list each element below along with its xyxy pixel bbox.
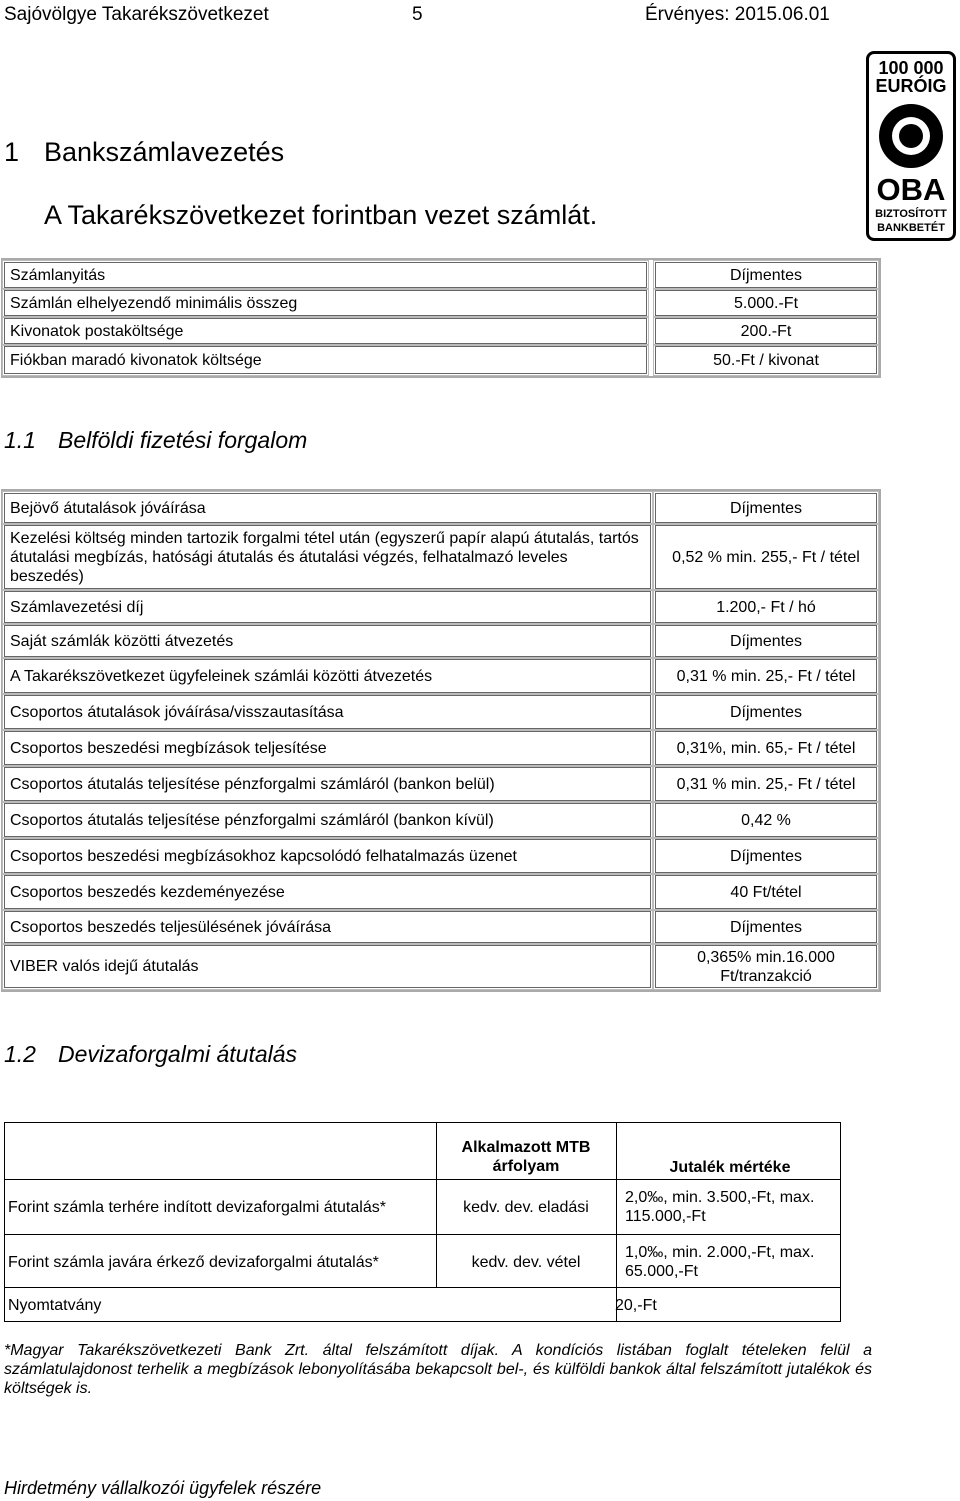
fee-value: 0,42 % <box>655 803 877 837</box>
fx-row-label: Forint számla javára érkező devizaforgalmi átutalás* <box>8 1254 379 1271</box>
fx-row-rate: kedv. dev. eladási <box>463 1199 589 1216</box>
fee-label: Csoportos átutalás teljesítése pénzforgalmi számláról (bankon belül) <box>4 767 651 801</box>
fee-value: Díjmentes <box>655 262 877 288</box>
fee-label: Csoportos beszedés kezdeményezése <box>4 875 651 909</box>
section-1-2-number: 1.2 <box>4 1041 36 1067</box>
section-1-2-heading <box>4 1041 297 1068</box>
fee-value: 0,52 % min. 255,- Ft / tétel <box>655 525 877 589</box>
fee-label: Kivonatok postaköltsége <box>4 318 647 344</box>
fee-label: A Takarékszövetkezet ügyfeleinek számlái közötti átvezetés <box>4 659 651 693</box>
fee-label: Számlanyitás <box>4 262 647 288</box>
fee-value: 0,31 % min. 25,- Ft / tétel <box>655 659 877 693</box>
fx-row-fee: 1,0‰, min. 2.000,-Ft, max. 65.000,-Ft <box>625 1244 815 1280</box>
fee-value: 1.200,- Ft / hó <box>655 591 877 623</box>
fee-value: 40 Ft/tétel <box>655 875 877 909</box>
fee-label: Saját számlák közötti átvezetés <box>4 625 651 657</box>
fx-row-label: Forint számla terhére indított devizaforgalmi átutalás* <box>8 1199 386 1216</box>
fee-value: Díjmentes <box>655 839 877 873</box>
fee-value: 5.000.-Ft <box>655 290 877 316</box>
fee-label: Fiókban maradó kivonatok költsége <box>4 346 647 374</box>
fee-value: 50.-Ft / kivonat <box>655 346 877 374</box>
fee-label: Számlavezetési díj <box>4 591 651 623</box>
fx-col-header-fee: Jutalék mértéke <box>669 1159 791 1176</box>
section-1-title: Bankszámlavezetés <box>44 137 285 167</box>
oba-deposit-insurance-logo <box>866 51 956 241</box>
footer-note: Hirdetmény vállalkozói ügyfelek részére <box>4 1478 322 1498</box>
fee-label: Csoportos átutalás teljesítése pénzforgalmi számláról (bankon kívül) <box>4 803 651 837</box>
fee-label: Csoportos beszedés teljesülésének jóváírása <box>4 911 651 943</box>
fx-row-rate: kedv. dev. vétel <box>471 1254 581 1271</box>
fee-value: 200.-Ft <box>655 318 877 344</box>
section-1-2-title: Devizaforgalmi átutalás <box>58 1041 298 1067</box>
section-1-1-number: 1.1 <box>4 427 36 453</box>
fee-label: VIBER valós idejű átutalás <box>4 945 651 988</box>
fx-row-label: Nyomtatvány <box>8 1297 102 1314</box>
section-1-1-title: Belföldi fizetési forgalom <box>58 427 308 453</box>
fee-value: Díjmentes <box>655 493 877 523</box>
fee-value: 0,365% min.16.000 Ft/tranzakció <box>655 945 877 988</box>
section-1-subtitle: A Takarékszövetkezet forintban vezet számlát. <box>44 200 598 230</box>
fee-value: Díjmentes <box>655 625 877 657</box>
fee-label: Számlán elhelyezendő minimális összeg <box>4 290 647 316</box>
section-1-number: 1 <box>4 137 20 167</box>
logo-brand: OBA <box>876 172 946 207</box>
fee-label: Csoportos beszedési megbízásokhoz kapcsolódó felhatalmazás üzenet <box>4 839 651 873</box>
logo-line3: BIZTOSÍTOTT <box>875 208 947 220</box>
fee-value: 0,31%, min. 65,- Ft / tétel <box>655 731 877 765</box>
header-page-number: 5 <box>412 4 423 25</box>
fx-row-fee: 2,0‰, min. 3.500,-Ft, max. 115.000,-Ft <box>625 1189 815 1225</box>
fee-value: Díjmentes <box>655 911 877 943</box>
footnote: *Magyar Takarékszövetkezeti Bank Zrt. által felszámított díjak. A kondíciós listában foglalt tételeken felül a számlatulajdonost terhelik a megbízások lebonyolításába bekapcsolt bel-, és külföldi bankok által felszámított jutalékok és költségek is. <box>4 1342 872 1397</box>
header-validity-date: Érvényes: 2015.06.01 <box>645 4 830 25</box>
fee-label: Kezelési költség minden tartozik forgalmi tétel után (egyszerű papír alapú átutalás, tartós átutalási megbízás, hatósági átutalás és átutalási végzés, felhatalmazó leveles beszedés) <box>4 525 651 589</box>
fee-value: Díjmentes <box>655 695 877 729</box>
fee-value: 0,31 % min. 25,- Ft / tétel <box>655 767 877 801</box>
logo-line1: 100 000 <box>878 58 944 78</box>
oba-logo-graphic <box>869 54 953 238</box>
fee-label: Csoportos átutalások jóváírása/visszautasítása <box>4 695 651 729</box>
fee-label: Csoportos beszedési megbízások teljesítése <box>4 731 651 765</box>
logo-line4: BANKBETÉT <box>877 222 945 234</box>
fx-transfer-table <box>4 1122 841 1322</box>
logo-line2: EURÓIG <box>875 76 947 96</box>
section-1-heading <box>4 137 284 168</box>
section-1-1-heading <box>4 427 307 454</box>
fx-row-fee: 20,-Ft <box>615 1297 657 1314</box>
fx-col-header-rate: Alkalmazott MTB árfolyam <box>461 1139 591 1175</box>
fee-label: Bejövő átutalások jóváírása <box>4 493 651 523</box>
header-org-name: Sajóvölgye Takarékszövetkezet <box>4 4 269 25</box>
